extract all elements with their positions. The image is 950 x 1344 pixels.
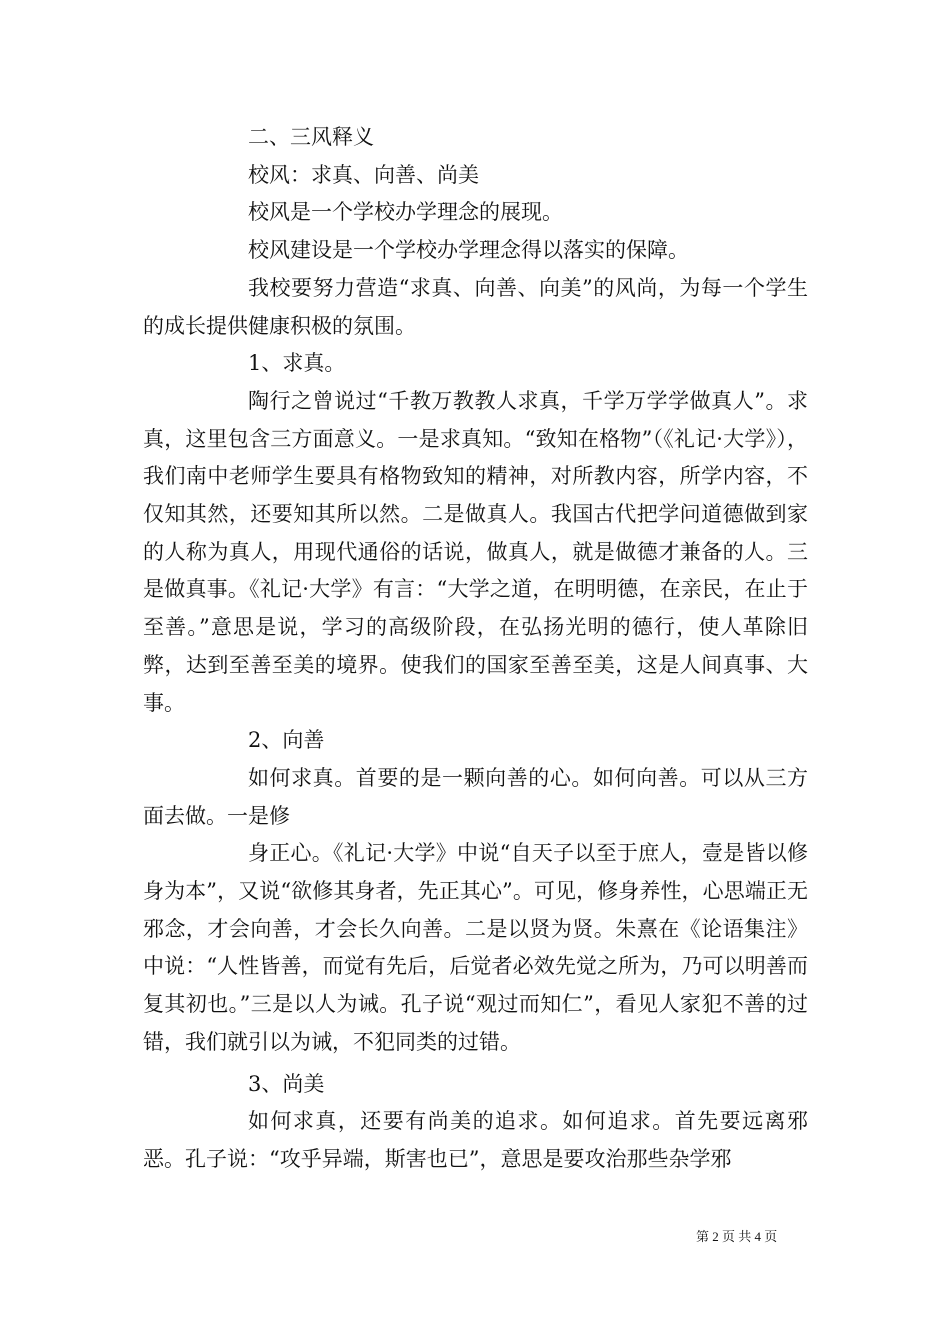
page-number: 第 2 页 共 4 页: [696, 1229, 778, 1244]
subsection-title-beauty: 3、尚美: [248, 1071, 325, 1096]
paragraph: 如何求真。首要的是一颗向善的心。如何向善。可以从三方面去做。一是修: [143, 765, 808, 828]
paragraph: 身正心。《礼记·大学》中说“自天子以至于庶人，壹是皆以修身为本”，又说“欲修其身者，先正其心”。可见，修身养性，心思端正无邪念，才会向善，才会长久向善。二是以贤为贤。朱熹在《论语集注》中说：“人性皆善，而觉有先后，后觉者必效先觉之所为，乃可以明善而复其初也。”三是以人为诫。孔子说“观过而知仁”，看见人家犯不善的过错，我们就引以为诫，不犯同类的过错。: [143, 841, 808, 1054]
paragraph: 我校要努力营造“求真、向善、向美”的风尚，为每一个学生的成长提供健康积极的氛围。: [143, 275, 808, 338]
paragraph: 校风建设是一个学校办学理念得以落实的保障。: [248, 238, 689, 263]
section-heading: 二、三风释义: [248, 125, 374, 149]
subsection-title-seek-truth: 1、求真。: [248, 351, 346, 376]
paragraph: 如何求真，还要有尚美的追求。如何追求。首先要远离邪恶。孔子说：“攻乎异端，斯害也已”，意思是要攻治那些杂学邪: [143, 1109, 808, 1171]
document-body: [143, 119, 808, 1179]
school-spirit-title: 校风：求真、向善、尚美: [248, 162, 479, 187]
subsection-title-goodness: 2、向善: [248, 728, 325, 753]
paragraph: 陶行之曾说过“千教万教教人求真，千学万学学做真人”。求真，这里包含三方面意义。一是求真知。“致知在格物”（《礼记·大学》），我们南中老师学生要具有格物致知的精神，对所教内容，所学内容，不仅知其然，还要知其所以然。二是做真人。我国古代把学问道德做到家的人称为真人，用现代通俗的话说，做真人，就是做德才兼备的人。三是做真事。《礼记·大学》有言：“大学之道，在明明德，在亲民，在止于至善。”意思是说，学习的高级阶段，在弘扬光明的德行，使人革除旧弊，达到至善至美的境界。使我们的国家至善至美，这是人间真事、大事。: [143, 388, 808, 715]
paragraph: 校风是一个学校办学理念的展现。: [248, 200, 563, 225]
